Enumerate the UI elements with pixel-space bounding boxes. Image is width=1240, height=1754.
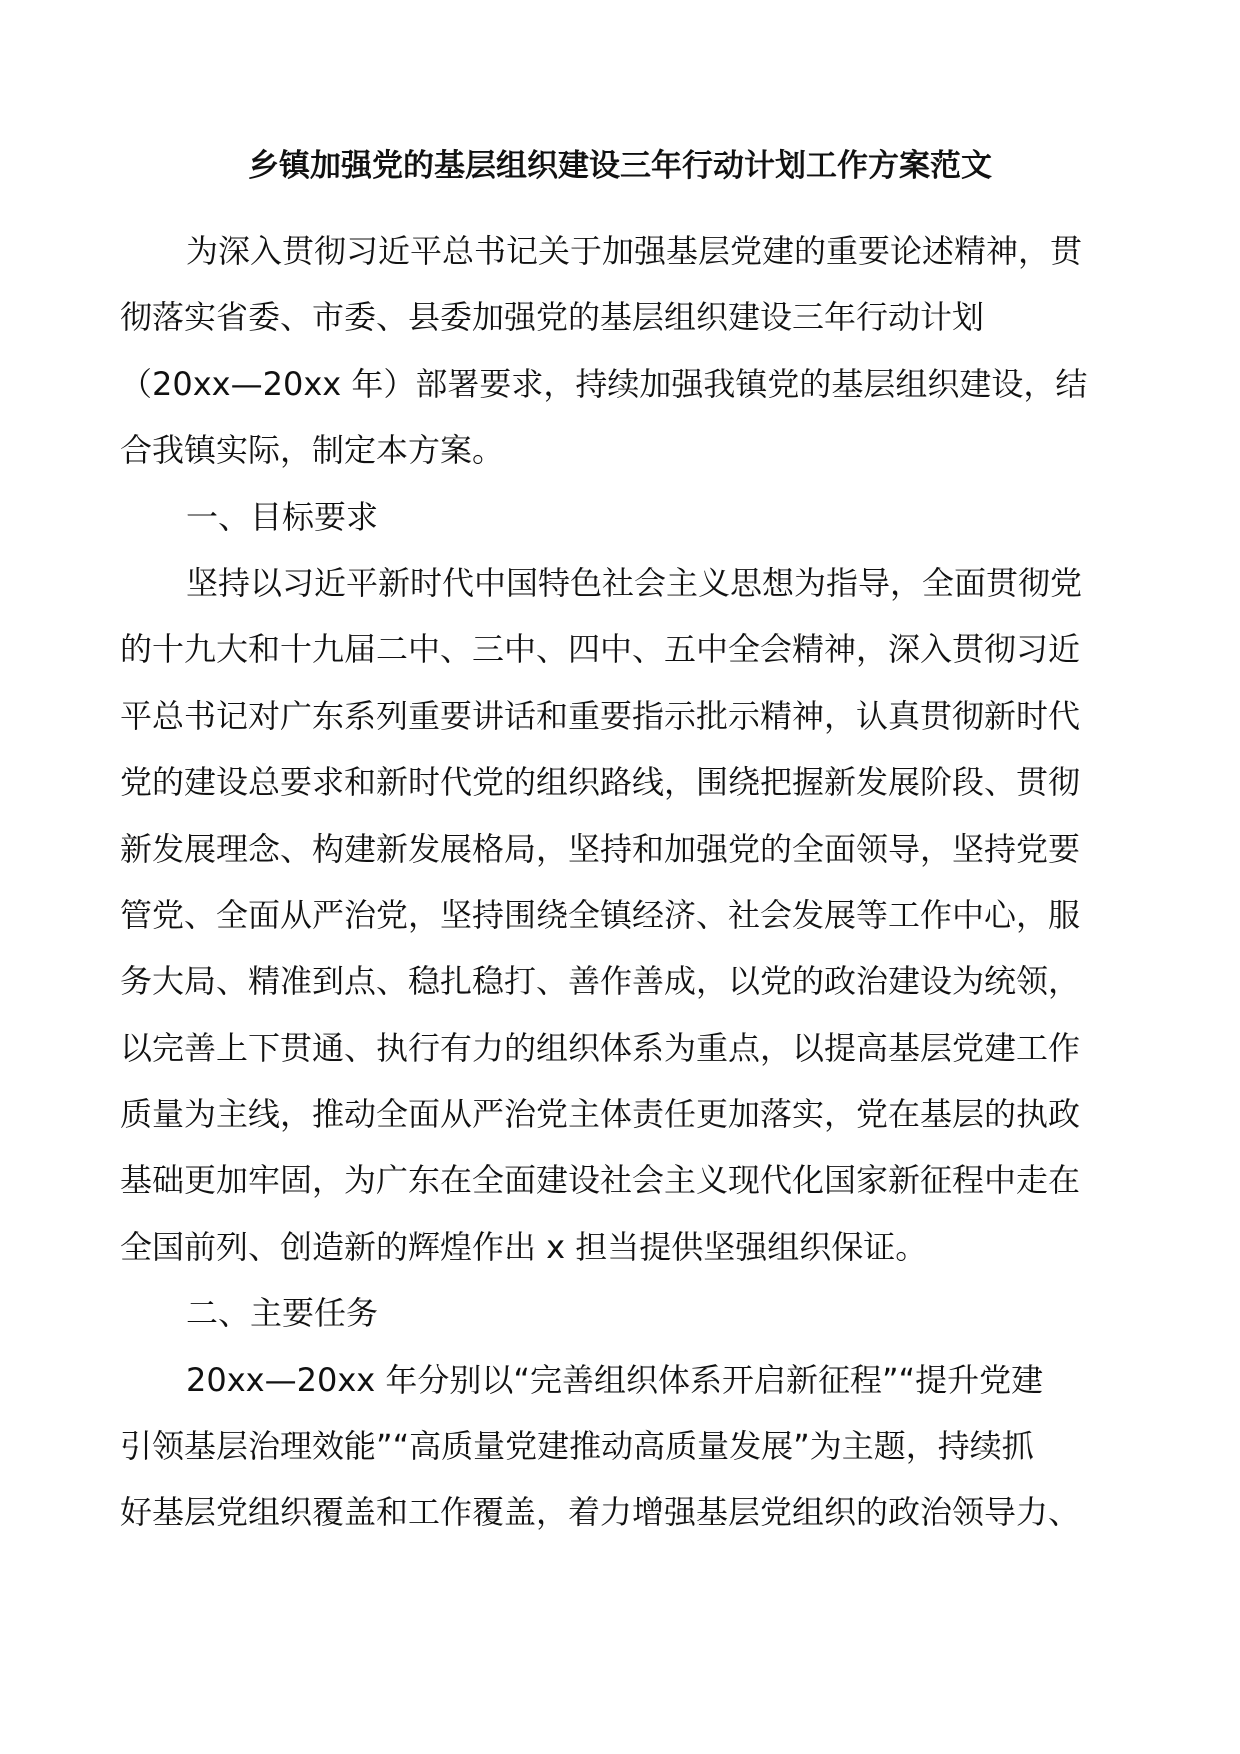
paragraph-3-line-1: 20xx—20xx 年分别以“完善组织体系开启新征程”“提升党建 [186, 1360, 1044, 1399]
paragraph-2-line-3: 平总书记对广东系列重要讲话和重要指示批示精神，认真贯彻新时代 [120, 696, 1081, 735]
document-body [120, 218, 1124, 1546]
paragraph-2-line-11: 全国前列、创造新的辉煌作出 x 担当提供坚强组织保证。 [120, 1227, 928, 1266]
paragraph-2-line-1: 坚持以习近平新时代中国特色社会主义思想为指导，全面贯彻党 [186, 563, 1083, 602]
paragraph-1-line-1: 为深入贯彻习近平总书记关于加强基层党建的重要论述精神，贯 [186, 232, 1083, 270]
paragraph-1-line-4: 合我镇实际，制定本方案。 [120, 431, 505, 470]
paragraph-3-line-3: 好基层党组织覆盖和工作覆盖，着力增强基层党组织的政治领导力、 [120, 1493, 1081, 1532]
paragraph-1-line-2: 彻落实省委、市委、县委加强党的基层组织建设三年行动计划 [120, 298, 985, 337]
paragraph-2-line-6: 管党、全面从严治党，坚持围绕全镇经济、社会发展等工作中心，服 [120, 895, 1081, 934]
paragraph-2-line-4: 党的建设总要求和新时代党的组织路线，围绕把握新发展阶段、贯彻 [120, 763, 1081, 802]
paragraph-2-line-2: 的十九大和十九届二中、三中、四中、五中全会精神，深入贯彻习近 [120, 630, 1081, 669]
paragraph-1-line-3: （20xx—20xx 年）部署要求，持续加强我镇党的基层组织建设，结 [120, 364, 1088, 403]
paragraph-2-line-10: 基础更加牢固，为广东在全面建设社会主义现代化国家新征程中走在 [120, 1161, 1081, 1200]
paragraph-2-line-7: 务大局、精准到点、稳扎稳打、善作善成，以党的政治建设为统领， [120, 962, 1081, 1001]
paragraph-2-line-5: 新发展理念、构建新发展格局，坚持和加强党的全面领导，坚持党要 [120, 829, 1081, 868]
section-heading-tasks: 二、主要任务 [186, 1294, 379, 1333]
paragraph-3-line-2: 引领基层治理效能”“高质量党建推动高质量发展”为主题，持续抓 [120, 1427, 1034, 1466]
paragraph-2-line-9: 质量为主线，推动全面从严治党主体责任更加落实，党在基层的执政 [120, 1095, 1081, 1134]
paragraph-2-line-8: 以完善上下贯通、执行有力的组织体系为重点，以提高基层党建工作 [120, 1028, 1081, 1067]
document-title: 乡镇加强党的基层组织建设三年行动计划工作方案范文 [248, 148, 992, 184]
section-heading-goals: 一、目标要求 [186, 497, 379, 536]
